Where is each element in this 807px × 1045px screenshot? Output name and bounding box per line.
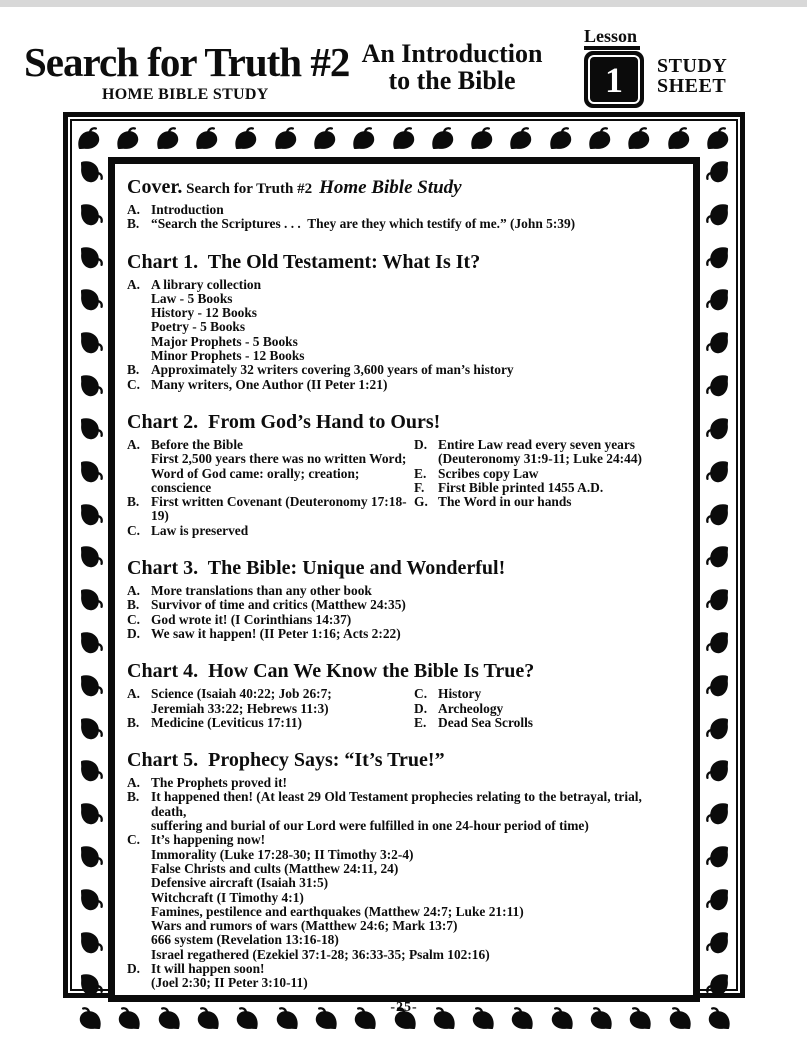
item-line: Jeremiah 33:22; Hebrews 11:3)	[151, 700, 329, 716]
leaf-icon	[78, 244, 103, 273]
item-line: A library collection	[151, 276, 262, 292]
item-line: History	[438, 686, 482, 702]
item-text	[151, 790, 679, 833]
subtitle-line-2: to the Bible	[388, 66, 516, 95]
item-line: Entire Law read every seven years	[438, 436, 636, 452]
leaf-icon	[706, 843, 731, 872]
list-item	[127, 217, 679, 231]
item-text	[151, 716, 414, 730]
list-item	[127, 203, 679, 217]
leaf-icon	[78, 971, 103, 1000]
study-sheet-line-2: SHEET	[657, 75, 727, 97]
leaf-icon	[547, 127, 576, 152]
item-line: Approximately 32 writers covering 3,600 years of man’s history	[151, 362, 514, 378]
leaf-icon	[706, 757, 731, 786]
item-line: Before the Bible	[151, 436, 243, 452]
section-column	[127, 203, 679, 232]
item-line: History - 12 Books	[151, 305, 258, 321]
item-text	[151, 363, 679, 377]
section-column	[127, 776, 679, 990]
item-text	[151, 687, 414, 716]
item-line: Famines, pestilence and earthquakes (Matthew 24:7; Luke 21:11)	[151, 903, 524, 919]
lesson-number: 1	[588, 55, 640, 104]
list-item	[127, 962, 679, 991]
study-sheet-label	[657, 56, 727, 96]
item-line: Law - 5 Books	[151, 290, 233, 306]
item-line: suffering and burial of our Lord were fulfilled in one 24-hour period of time)	[151, 818, 589, 834]
leaf-icon	[350, 127, 379, 152]
item-line: Major Prophets - 5 Books	[151, 333, 298, 349]
item-label: C.	[127, 832, 141, 848]
item-label: G.	[414, 494, 428, 510]
item-label: B.	[127, 494, 140, 510]
leaf-icon	[706, 286, 731, 315]
outline-section	[127, 749, 679, 990]
list-item	[414, 716, 679, 730]
lesson-badge	[584, 27, 644, 108]
lesson-label: Lesson	[584, 27, 640, 50]
item-text	[151, 627, 679, 641]
item-line: 666 system (Revelation 13:16-18)	[151, 932, 339, 948]
section-column	[127, 438, 414, 538]
item-label: A.	[127, 583, 141, 599]
item-line: It happened then! (At least 29 Old Testament prophecies relating to the betrayal, trial, death,	[151, 789, 646, 819]
list-item	[127, 790, 679, 833]
item-line: It’s happening now!	[151, 832, 266, 848]
leaf-icon	[468, 127, 497, 152]
item-line: First Bible printed 1455 A.D.	[438, 479, 604, 495]
leaf-icon	[665, 127, 694, 152]
item-line: Scribes copy Law	[438, 465, 539, 481]
item-line: Many writers, One Author (II Peter 1:21)	[151, 376, 388, 392]
item-line: Dead Sea Scrolls	[438, 714, 534, 730]
section-heading	[127, 176, 679, 200]
leaf-icon	[78, 201, 103, 230]
ornamental-frame-inner	[70, 119, 738, 991]
section-heading	[127, 411, 679, 435]
item-line: More translations than any other book	[151, 583, 372, 599]
list-item	[127, 495, 414, 524]
section-columns	[127, 687, 679, 730]
item-label: B.	[127, 597, 140, 613]
outline-section	[127, 411, 679, 538]
leaf-icon	[78, 757, 103, 786]
list-item	[127, 687, 414, 716]
leaf-icon	[429, 127, 458, 152]
lesson-number-box	[584, 51, 644, 108]
leaf-icon	[706, 543, 731, 572]
sheet-content	[108, 157, 700, 1002]
leaf-icon	[706, 329, 731, 358]
item-line: Israel regathered (Ezekiel 37:1-28; 36:33-35; Psalm 102:16)	[151, 946, 490, 962]
item-text	[151, 962, 679, 991]
section-heading	[127, 251, 679, 275]
leaf-icon	[625, 127, 654, 152]
list-item	[127, 378, 679, 392]
section-column	[127, 584, 679, 641]
item-line: First written Covenant (Deuteronomy 17:18-19)	[151, 494, 407, 524]
item-line: (Joel 2:30; II Peter 3:10-11)	[151, 975, 308, 991]
item-line: Science (Isaiah 40:22; Job 26:7;	[151, 686, 332, 702]
leaf-icon	[706, 672, 731, 701]
leaf-icon	[704, 127, 733, 152]
item-label: C.	[127, 376, 141, 392]
item-text	[438, 481, 679, 495]
leaf-icon	[586, 127, 615, 152]
section-heading	[127, 557, 679, 581]
item-text	[438, 495, 679, 509]
list-item	[414, 495, 679, 509]
leaf-border-left	[72, 157, 108, 1002]
section-columns	[127, 438, 679, 538]
list-item	[127, 363, 679, 377]
item-label: D.	[127, 625, 141, 641]
leaf-border-right	[700, 157, 736, 1002]
item-text	[151, 584, 679, 598]
leaf-icon	[706, 501, 731, 530]
item-text	[151, 613, 679, 627]
section-columns	[127, 203, 679, 232]
item-line: Minor Prophets - 12 Books	[151, 348, 305, 364]
item-label: A.	[127, 276, 141, 292]
list-item	[127, 584, 679, 598]
item-line: It will happen soon!	[151, 960, 265, 976]
list-item	[414, 687, 679, 701]
item-line: Word of God came: orally; creation; conscience	[151, 465, 363, 495]
page-number: -25-	[390, 1000, 418, 1015]
section-heading	[127, 660, 679, 684]
list-item	[414, 481, 679, 495]
leaf-icon	[706, 715, 731, 744]
leaf-icon	[78, 543, 103, 572]
leaf-icon	[706, 158, 731, 187]
item-text	[151, 438, 414, 495]
item-line: The Prophets proved it!	[151, 775, 288, 791]
leaf-icon	[706, 201, 731, 230]
item-line: Immorality (Luke 17:28-30; II Timothy 3:2-4)	[151, 846, 414, 862]
home-bible-study-label: HOME BIBLE STUDY	[102, 86, 269, 103]
item-text	[151, 776, 679, 790]
leaf-icon	[78, 501, 103, 530]
section-columns	[127, 584, 679, 641]
section-heading-part: Home Bible Study	[319, 177, 462, 198]
leaf-icon	[706, 929, 731, 958]
item-line: Law is preserved	[151, 522, 249, 538]
list-item	[127, 776, 679, 790]
leaf-icon	[78, 158, 103, 187]
item-text	[151, 524, 414, 538]
item-label: D.	[127, 960, 141, 976]
section-heading-part: Chart 2. From God’s Hand to Ours!	[127, 410, 441, 433]
section-heading-part: Chart 3. The Bible: Unique and Wonderful!	[127, 557, 506, 580]
leaf-icon	[78, 415, 103, 444]
leaf-icon	[706, 629, 731, 658]
page-subtitle	[346, 40, 558, 94]
leaf-border-top	[72, 121, 736, 157]
item-text	[151, 378, 679, 392]
list-item	[127, 278, 679, 364]
item-label: B.	[127, 362, 140, 378]
item-text	[438, 687, 679, 701]
item-label: B.	[127, 789, 140, 805]
item-label: A.	[127, 202, 141, 217]
leaf-icon	[272, 127, 301, 152]
item-text	[151, 598, 679, 612]
item-text	[151, 495, 414, 524]
leaf-icon	[706, 800, 731, 829]
section-columns	[127, 278, 679, 392]
ornamental-frame	[63, 112, 745, 998]
outline-section	[127, 557, 679, 641]
item-label: E.	[414, 465, 427, 481]
leaf-icon	[78, 329, 103, 358]
leaf-icon	[78, 586, 103, 615]
item-text	[438, 467, 679, 481]
leaf-icon	[78, 800, 103, 829]
scan-edge-artifact	[0, 0, 807, 7]
item-line: “Search the Scriptures . . . They are they which testify of me.” (John 5:39)	[151, 216, 576, 232]
item-label: C.	[127, 522, 141, 538]
leaf-icon	[193, 127, 222, 152]
leaf-icon	[507, 127, 536, 152]
item-line: (Deuteronomy 31:9-11; Luke 24:44)	[438, 451, 642, 467]
section-heading-part: Chart 1. The Old Testament: What Is It?	[127, 250, 481, 273]
leaf-icon	[78, 672, 103, 701]
section-column	[127, 278, 679, 392]
list-item	[414, 438, 679, 467]
item-text	[438, 716, 679, 730]
item-line: Defensive aircraft (Isaiah 31:5)	[151, 875, 329, 891]
item-line: Introduction	[151, 202, 224, 217]
leaf-icon	[706, 372, 731, 401]
list-item	[127, 438, 414, 495]
list-item	[127, 833, 679, 962]
section-heading-part: Search for Truth #2	[182, 181, 313, 197]
item-text	[151, 278, 679, 364]
leaf-icon	[114, 127, 143, 152]
list-item	[127, 524, 414, 538]
outline-section	[127, 176, 679, 232]
leaf-icon	[706, 415, 731, 444]
item-line: Medicine (Leviticus 17:11)	[151, 714, 302, 730]
item-line: Wars and rumors of wars (Matthew 24:6; Mark 13:7)	[151, 918, 458, 934]
item-line: God wrote it! (I Corinthians 14:37)	[151, 611, 352, 627]
item-line: Archeology	[438, 700, 504, 716]
leaf-icon	[706, 458, 731, 487]
item-line: Witchcraft (I Timothy 4:1)	[151, 889, 304, 905]
item-label: B.	[127, 714, 140, 730]
leaf-icon	[154, 127, 183, 152]
study-sheet-line-1: STUDY	[657, 55, 728, 77]
page-title: Search for Truth #2	[24, 39, 350, 85]
leaf-icon	[232, 127, 261, 152]
section-heading-part: Chart 5. Prophecy Says: “It’s True!”	[127, 749, 445, 772]
leaf-icon	[78, 372, 103, 401]
item-label: A.	[127, 436, 141, 452]
item-line: First 2,500 years there was no written Word;	[151, 451, 407, 467]
item-line: Survivor of time and critics (Matthew 24:35)	[151, 597, 406, 613]
list-item	[127, 598, 679, 612]
item-line: False Christs and cults (Matthew 24:11, 24)	[151, 860, 399, 876]
list-item	[414, 702, 679, 716]
item-label: B.	[127, 216, 140, 232]
leaf-icon	[78, 843, 103, 872]
item-label: F.	[414, 479, 425, 495]
item-label: C.	[414, 686, 428, 702]
section-columns	[127, 776, 679, 990]
leaf-icon	[78, 886, 103, 915]
leaf-icon	[78, 629, 103, 658]
leaf-icon	[390, 127, 419, 152]
section-column	[414, 687, 679, 730]
leaf-icon	[706, 971, 731, 1000]
item-text	[438, 702, 679, 716]
item-label: E.	[414, 714, 427, 730]
section-heading-part: Chart 4. How Can We Know the Bible Is True?	[127, 660, 535, 683]
leaf-icon	[78, 458, 103, 487]
leaf-icon	[78, 286, 103, 315]
list-item	[127, 613, 679, 627]
section-heading	[127, 749, 679, 773]
list-item	[127, 627, 679, 641]
section-column	[127, 687, 414, 730]
leaf-icon	[706, 244, 731, 273]
item-text	[438, 438, 679, 467]
leaf-icon	[706, 886, 731, 915]
item-text	[151, 217, 679, 231]
list-item	[127, 716, 414, 730]
item-label: A.	[127, 775, 141, 791]
item-line: The Word in our hands	[438, 494, 572, 510]
list-item	[414, 467, 679, 481]
leaf-icon	[311, 127, 340, 152]
section-column	[414, 438, 679, 538]
item-text	[151, 833, 679, 962]
subtitle-line-1: An Introduction	[361, 39, 543, 68]
item-label: D.	[414, 700, 428, 716]
leaf-icon	[78, 929, 103, 958]
item-line: We saw it happen! (II Peter 1:16; Acts 2:22)	[151, 625, 401, 641]
item-text	[151, 203, 679, 217]
item-label: C.	[127, 611, 141, 627]
leaf-icon	[706, 586, 731, 615]
leaf-icon	[78, 715, 103, 744]
item-line: Poetry - 5 Books	[151, 319, 246, 335]
leaf-icon	[75, 127, 104, 152]
section-heading-part: Cover.	[127, 176, 183, 198]
outline-section	[127, 660, 679, 730]
item-label: A.	[127, 686, 141, 702]
outline-section	[127, 251, 679, 392]
item-label: D.	[414, 436, 428, 452]
